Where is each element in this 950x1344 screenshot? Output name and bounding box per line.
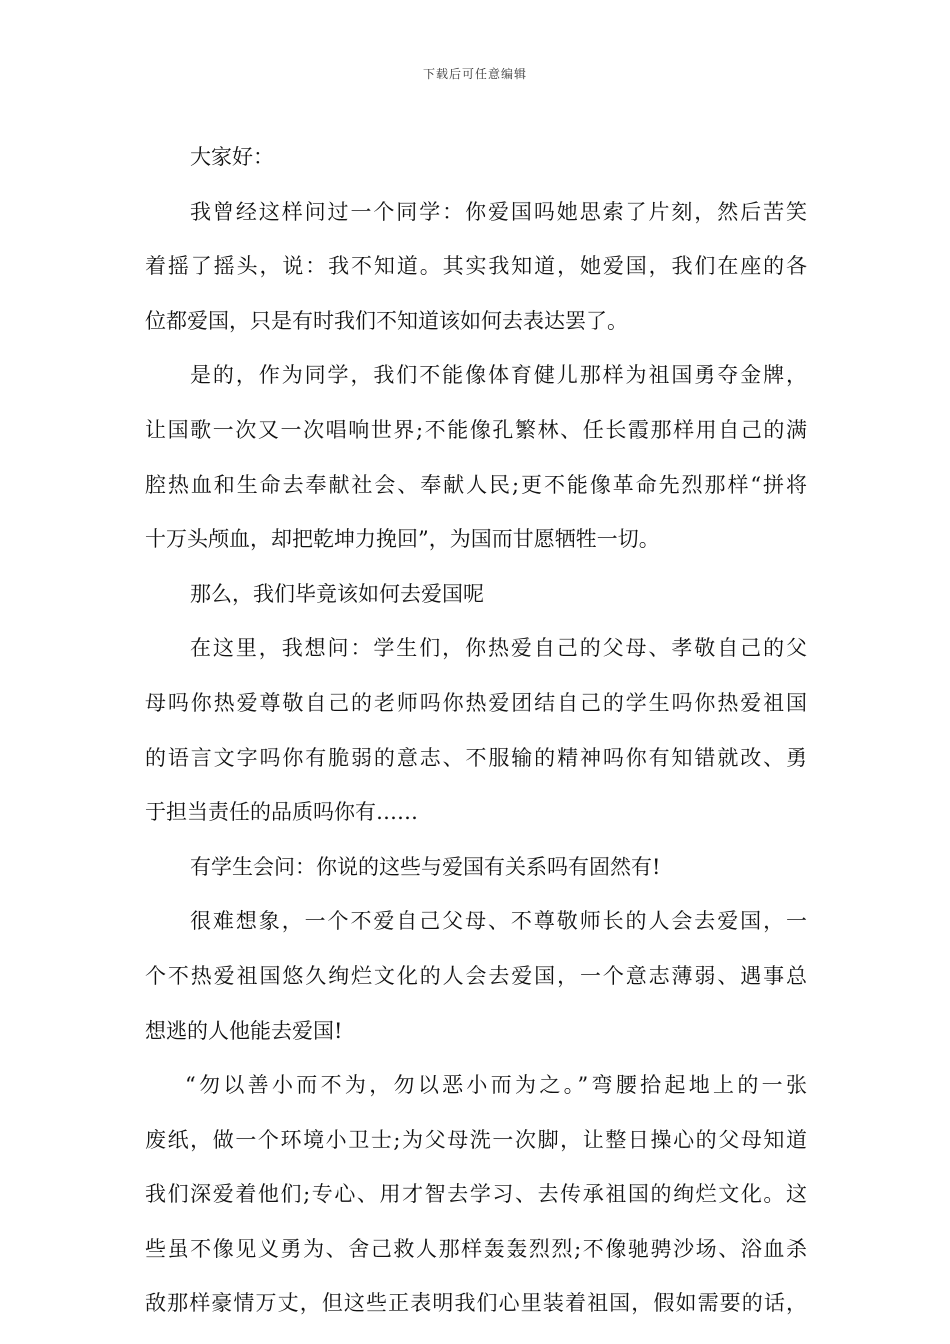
paragraph-7-line-3: 我们深爱着他们;专心、用才智去学习、去传承祖国的绚烂文化。这 (145, 1182, 807, 1207)
paragraph-1-line-2: 着摇了摇头，说：我不知道。其实我知道，她爱国，我们在座的各 (145, 254, 807, 279)
paragraph-2-line-3: 腔热血和生命去奉献社会、奉献人民;更不能像革命先烈那样“拼将 (145, 472, 807, 497)
paragraph-4-line-2: 母吗你热爱尊敬自己的老师吗你热爱团结自己的学生吗你热爱祖国 (145, 690, 807, 715)
paragraph-7-line-4: 些虽不像见义勇为、舍己救人那样轰轰烈烈;不像驰骋沙场、浴血杀 (145, 1236, 807, 1261)
greeting-line: 大家好： (190, 145, 274, 169)
paragraph-6-line-3: 想逃的人他能去爱国! (145, 1018, 343, 1043)
paragraph-1-line-3: 位都爱国，只是有时我们不知道该如何去表达罢了。 (145, 308, 628, 333)
paragraph-2-line-4: 十万头颅血，却把乾坤力挽回”，为国而甘愿牺牲一切。 (145, 527, 660, 552)
paragraph-7-line-1: “勿以善小而不为，勿以恶小而为之。”弯腰拾起地上的一张 (185, 1073, 807, 1098)
paragraph-4-line-3: 的语言文字吗你有脆弱的意志、不服输的精神吗你有知错就改、勇 (145, 745, 807, 770)
paragraph-6-line-2: 个不热爱祖国悠久绚烂文化的人会去爱国，一个意志薄弱、遇事总 (145, 963, 807, 988)
paragraph-1-line-1: 我曾经这样问过一个同学：你爱国吗她思索了片刻，然后苦笑 (190, 199, 807, 224)
paragraph-7-line-2: 废纸，做一个环境小卫士;为父母洗一次脚，让整日操心的父母知道 (145, 1127, 807, 1152)
paragraph-4-line-1: 在这里，我想问：学生们，你热爱自己的父母、孝敬自己的父 (190, 636, 807, 661)
paragraph-4-line-4: 于担当责任的品质吗你有…… (145, 800, 418, 825)
speech-body (145, 130, 807, 1331)
paragraph-7-line-5: 敌那样豪情万丈，但这些正表明我们心里装着祖国，假如需要的话， (145, 1291, 807, 1316)
paragraph-6-line-1: 很难想象，一个不爱自己父母、不尊敬师长的人会去爱国，一 (190, 909, 807, 934)
paragraph-5-line-1: 有学生会问：你说的这些与爱国有关系吗有固然有! (190, 854, 661, 879)
paragraph-2-line-2: 让国歌一次又一次唱响世界;不能像孔繁林、任长霞那样用自己的满 (145, 417, 807, 442)
paragraph-3-line-1: 那么，我们毕竟该如何去爱国呢 (190, 581, 484, 606)
download-note: 下载后可任意编辑 (422, 67, 527, 81)
paragraph-2-line-1: 是的，作为同学，我们不能像体育健儿那样为祖国勇夺金牌， (190, 363, 807, 388)
